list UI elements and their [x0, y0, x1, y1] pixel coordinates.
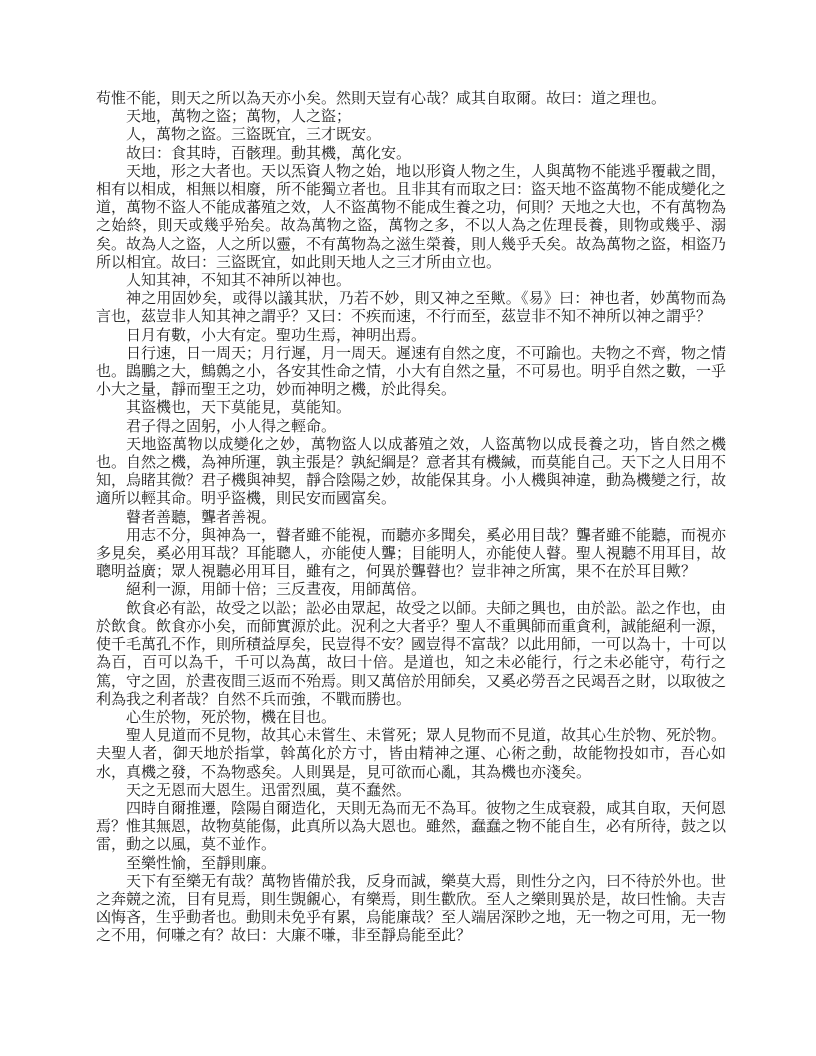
paragraph: 其盜機也，天下莫能見，莫能知。 — [126, 400, 352, 417]
paragraph: 聖人見道而不見物，故其心未嘗生、未嘗死；眾人見物而不見道，故其心生於物、死於物。夫聖人者，御天地於指掌，斡萬化於方寸，皆由精神之運、心術之動，故能物投如市，吾心如水，真機之發，不為物惑矣。人則異是，見可欲而心亂，其為機也亦淺矣。 — [96, 728, 727, 781]
paragraph: 四時自爾推遷，陰陽自爾造化，天則无為而无不為耳。彼物之生成衰殺，咸其自取，天何恩焉？惟其無恩，故物莫能傷，此真所以為大恩也。雖然，蠢蠢之物不能自生，必有所待，鼓之以雷，動之以風，莫不並作。 — [96, 800, 727, 854]
paragraph: 天之无恩而大恩生。迅雷烈風，莫不蠢然。 — [126, 782, 412, 799]
paragraph: 瞽者善聽，聾者善視。 — [126, 509, 277, 526]
paragraph: 飲食必有訟，故受之以訟；訟必由眾起，故受之以師。夫師之興也，由於訟。訟之作也，由於飲食。飲食亦小矣，而師實源於此。況利之大者乎？聖人不重興師而重貪利，誠能絕利一源，使千毛萬孔不作，則所積益厚矣，民豈得不安？國豈得不富哉？以此用師，一可以為十，十可以為百，百可以為千，千可以為萬，故曰十倍。是道也，知之未必能行，行之未必能守，苟行之篤，守之固，於晝夜間三返而不殆焉。則又萬倍於用師矣，又奚必勞吾之民竭吾之財，以取彼之利為我之利者哉？自然不兵而強，不戰而勝也。 — [96, 600, 727, 708]
paragraph: 心生於物，死於物，機在目也。 — [126, 709, 337, 726]
paragraph: 天地，形之大者也。天以炁資人物之始，地以形資人物之生，人與萬物不能逃乎覆載之間，相有以相成，相無以相廢，所不能獨立者也。且非其有而取之曰：盜天地不盜萬物不能成變化之道，萬物不盜人不能成蕃殖之效，人不盜萬物不能成生養之功，何則？天地之大也，不有萬物為之始終，則天或幾乎殆矣。故為萬物之盜，萬物之多，不以人為之佐理長養，則物或幾乎、溺矣。故為人之盜，人之所以靈，不有萬物為之滋生榮養，則人幾乎夭矣。故為萬物之盜，相盜乃所以相宜。故曰：三盜既宜，如此則天地人之三才所由立也。 — [96, 163, 727, 271]
paragraph: 天地盜萬物以成變化之妙，萬物盜人以成蕃殖之效，人盜萬物以成長養之功，皆自然之機也。自然之機，為神所運，孰主張是？孰紀綱是？意者其有機緘，而莫能自己。天下之人日用不知，烏睹其微？君子機與神契，靜合陰陽之妙，故能保其身。小人機與神違，動為機變之行，故適所以輕其命。明乎盜機，則民安而國富矣。 — [96, 436, 727, 508]
paragraph: 故曰：食其時，百骸理。動其機，萬化安。 — [126, 145, 412, 162]
paragraph: 日行速，日一周天；月行遲，月一周天。遲速有自然之度，不可踰也。夫物之不齊，物之情也。鵾鵬之大，鷦鷯之小，各安其性命之情，小大有自然之量，不可易也。明乎自然之數，一乎小大之量，靜而聖王之功，妙而神明之機，於此得矣。 — [96, 345, 727, 399]
paragraph: 至樂性愉，至靜則廉。 — [126, 855, 277, 872]
paragraph: 苟惟不能，則天之所以為天亦小矣。然則天豈有心哉？咸其自取爾。故曰：道之理也。 — [96, 91, 667, 107]
paragraph: 天下有至樂无有哉？萬物皆備於我，反身而誠，樂莫大焉，則性分之內，曰不待於外也。世之奔競之流，目有見焉，則生覬覦心，有樂焉，則生歡欣。至人之樂則異於是，故曰性愉。夫吉凶悔吝，生乎動者也。動則未免乎有累，烏能廉哉？至人端居深眇之地，无一物之可用，无一物之不用，何嗛之有？故曰：大廉不嗛，非至靜烏能至此？ — [96, 873, 727, 945]
paragraph: 人知其神，不知其不神所以神也。 — [126, 273, 352, 290]
paragraph: 日月有數，小大有定。聖功生焉，神明出焉。 — [126, 327, 427, 344]
paragraph: 人，萬物之盜。三盜既宜，三才既安。 — [126, 127, 382, 144]
paragraph: 君子得之固躬，小人得之輕命。 — [126, 418, 337, 435]
paragraph: 天地，萬物之盜；萬物，人之盜； — [126, 109, 352, 126]
body-text — [96, 90, 726, 946]
paragraph: 絕利一源，用師十倍；三反晝夜，用師萬倍。 — [126, 582, 427, 599]
paragraph: 神之用固妙矣，或得以議其狀，乃若不妙，則又神之至歟。《易》曰：神也者，妙萬物而為言也，茲豈非人知其神之謂乎？又曰：不疾而速，不行而至，茲豈非不知不神所以神之謂乎？ — [96, 291, 726, 326]
paragraph: 用志不分，與神為一，瞽者雖不能視，而聽亦多聞矣，奚必用目哉？聾者雖不能聽，而視亦多見矣，奚必用耳哉？耳能聰人，亦能使人聾；目能明人，亦能使人瞽。聖人視聽不用耳目，故聰明益廣；眾人視聽必用耳目，雖有之，何異於聾瞽也？豈非神之所寓，果不在於耳目歟？ — [96, 527, 727, 581]
